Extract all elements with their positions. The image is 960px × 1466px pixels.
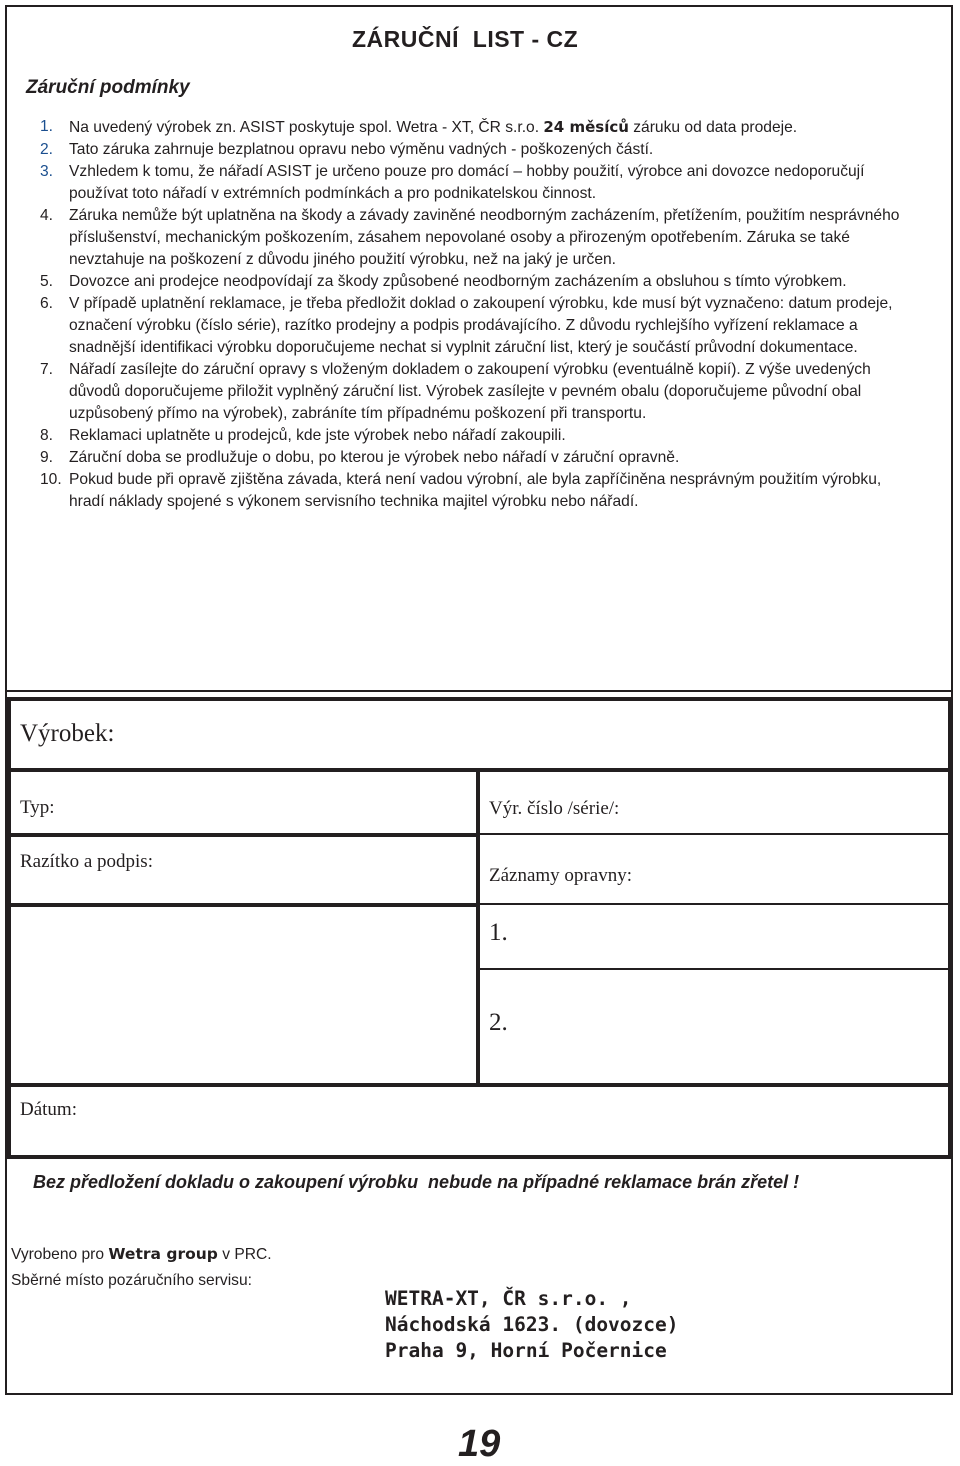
repair-record-2: 2. <box>489 1009 508 1036</box>
item-number: 7. <box>40 361 54 378</box>
date-label: Dátum: <box>20 1099 77 1120</box>
list-item <box>20 205 920 271</box>
form-row-divider <box>7 833 479 837</box>
item-number: 9. <box>40 449 54 466</box>
item-number: 4. <box>40 207 54 224</box>
product-label: Výrobek: <box>20 720 115 747</box>
item-text: Nářadí zasílejte do záruční opravy s vloženým dokladem o zakoupení výrobku (eventuálně kopií). Z výše uvedených důvodů doporučujeme přiložit vyplněný záruční list. Výrobek zasílejte v pevném obalu (doporučujeme původní obal uzpůsobený přímo na výrobek), zabráníte tím případnému poškození při transportu. <box>69 361 871 422</box>
service-address <box>385 1286 679 1364</box>
stamp-signature-label: Razítko a podpis: <box>20 851 153 872</box>
form-row-divider <box>7 1083 952 1087</box>
item-text: Reklamaci uplatněte u prodejců, kde jste výrobek nebo nářadí zakoupili. <box>69 427 566 444</box>
item-number: 10. <box>40 471 62 488</box>
type-label: Typ: <box>20 797 55 818</box>
item-text: Dovozce ani prodejce neodpovídají za škody způsobené neodborným zacházením a obsluhou s tímto výrobkem. <box>69 273 847 290</box>
list-item <box>20 359 920 425</box>
serial-number-label: Výr. číslo /série/: <box>489 798 620 819</box>
form-border-right <box>948 697 952 1159</box>
manufacturer-info <box>11 1241 272 1294</box>
form-border-top <box>7 697 952 701</box>
warranty-period: 24 měsíců <box>543 118 629 136</box>
made-for-text: Vyrobeno pro <box>11 1246 109 1263</box>
list-item <box>20 447 920 469</box>
list-item <box>20 469 920 513</box>
service-point-label: Sběrné místo pozáručního servisu: <box>11 1272 252 1289</box>
form-border-bottom <box>7 1155 952 1159</box>
address-line: WETRA-XT, ČR s.r.o. , <box>385 1287 632 1310</box>
brand-name: Wetra group <box>108 1245 218 1263</box>
item-number: 8. <box>40 427 54 444</box>
made-in-text: v PRC. <box>217 1246 272 1263</box>
item-text: Tato záruka zahrnuje bezplatnou opravu nebo výměnu vadných - poškozených částí. <box>69 141 654 158</box>
item-number: 1. <box>40 118 54 135</box>
item-text: záruku od data prodeje. <box>628 119 798 136</box>
item-number: 6. <box>40 295 54 312</box>
item-number: 5. <box>40 273 54 290</box>
list-item <box>20 139 920 161</box>
section-divider <box>5 1223 953 1224</box>
form-row-divider <box>479 833 952 835</box>
warranty-form <box>7 697 952 1159</box>
page-title: ZÁRUČNÍ LIST - CZ <box>352 26 579 52</box>
item-number: 2. <box>40 141 54 158</box>
form-row-divider <box>479 903 952 905</box>
list-item <box>20 161 920 205</box>
address-line: Praha 9, Horní Počernice <box>385 1339 667 1362</box>
page-number: 19 <box>458 1423 501 1465</box>
section-divider <box>5 690 953 692</box>
repair-records-label: Záznamy opravny: <box>489 865 632 886</box>
section-heading: Záruční podmínky <box>26 77 190 98</box>
repair-record-1: 1. <box>489 919 508 946</box>
warranty-terms-list <box>20 116 920 513</box>
address-line: Náchodská 1623. (dovozce) <box>385 1313 679 1336</box>
item-text: Záruka nemůže být uplatněna na škody a závady zaviněné neodborným zacházením, přetížením, použitím nesprávného příslušenství, mechanickým poškozením, zásahem nepovolané osoby a přirozeným opotřebením. Záruka se také nevztahuje na poškození z důvodu jiného použití výrobku, než na jaký je určen. <box>69 207 900 268</box>
form-row-divider <box>7 903 479 907</box>
item-text: Záruční doba se prodlužuje o dobu, po kterou je výrobek nebo nářadí v záruční opravně. <box>69 449 680 466</box>
item-number: 3. <box>40 163 54 180</box>
item-text: Na uvedený výrobek zn. ASIST poskytuje spol. Wetra - XT, ČR s.r.o. <box>69 119 544 136</box>
form-row-divider <box>479 968 952 970</box>
form-border-left <box>7 697 11 1159</box>
list-item <box>20 425 920 447</box>
item-text: Vzhledem k tomu, že nářadí ASIST je určeno pouze pro domácí – hobby použití, výrobce ani dovozce nedoporučují používat toto nářadí v extrémních podmínkách a pro podnikatelskou činnost. <box>69 163 865 202</box>
item-text: V případě uplatnění reklamace, je třeba předložit doklad o zakoupení výrobku, kde musí být vyznačeno: datum prodeje, označení výrobku (číslo série), razítko prodejny a podpis prodávajícího. Z důvodu rychlejšího vyřízení reklamace a snadnější identifikaci výrobku doporučujeme nechat si vyplnit záruční list, který je součástí průvodní dokumentace. <box>69 295 893 356</box>
item-text: Pokud bude při opravě zjištěna závada, která není vadou výrobní, ale byla zapříčiněna nesprávným použitím výrobku, hradí náklady spojené s výkonem servisního technika majitel výrobku nebo nářadí. <box>69 471 882 510</box>
list-item <box>20 293 920 359</box>
list-item <box>20 271 920 293</box>
list-item <box>20 116 920 139</box>
notice-text: Bez předložení dokladu o zakoupení výrobku nebude na případné reklamace brán zřetel ! <box>33 1172 800 1192</box>
form-column-divider <box>476 768 480 1085</box>
